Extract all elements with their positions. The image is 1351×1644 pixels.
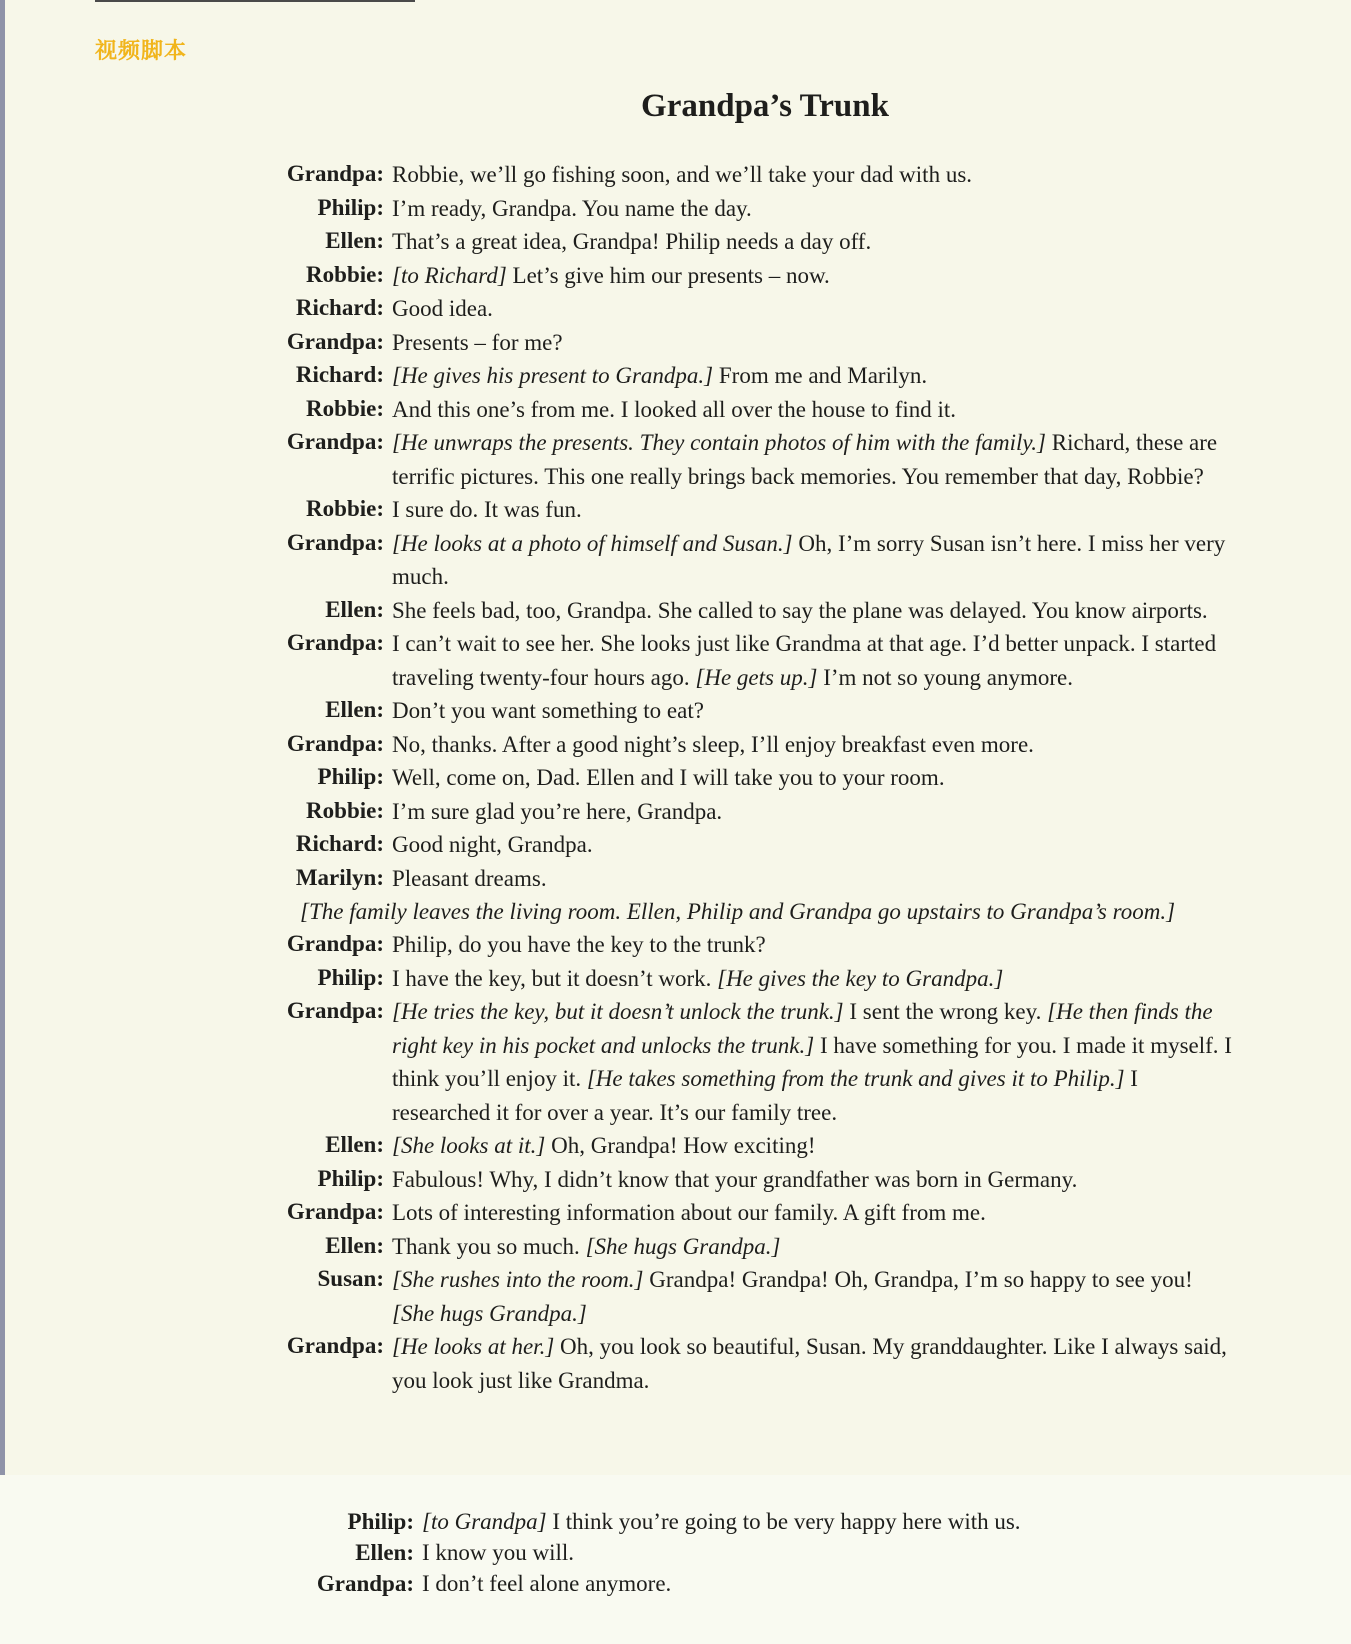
spoken-text: Oh, you look so beautiful, Susan. My granddaughter. Like I always said, you look just like Grandma. — [392, 1334, 1227, 1393]
dialogue-text — [392, 158, 1234, 192]
speaker-name: Susan: — [317, 1266, 384, 1291]
spoken-text: Pleasant dreams. — [392, 865, 547, 891]
dialogue-line — [0, 1163, 1351, 1197]
dialogue-line — [0, 995, 1351, 1129]
dialogue-line — [0, 1129, 1351, 1163]
spoken-text: She feels bad, too, Grandpa. She called to say the plane was delayed. You know airports. — [392, 597, 1208, 623]
dialogue-text — [392, 259, 1234, 293]
spoken-text: I sure do. It was fun. — [392, 497, 582, 522]
speaker-name: Marilyn: — [295, 864, 384, 890]
spoken-text: That’s a great idea, Grandpa! Philip needs a day off. — [392, 229, 872, 254]
spoken-text: No, thanks. After a good night’s sleep, I’ll enjoy breakfast even more. — [392, 731, 1034, 757]
dialogue-line — [0, 393, 1351, 427]
dialogue-text — [392, 326, 1234, 360]
spoken-text: Let’s give him our presents – now. — [506, 262, 830, 288]
speaker-name: Richard: — [295, 362, 384, 387]
dialogue-text — [392, 962, 1234, 996]
script-continuation — [0, 1506, 1351, 1599]
dialogue-text — [392, 1129, 1234, 1163]
dialogue-line — [0, 292, 1351, 326]
speaker-name: Grandpa: — [286, 998, 384, 1023]
dialogue-text — [392, 493, 1234, 527]
dialogue-line — [0, 594, 1351, 628]
stage-direction: [to Grandpa] — [422, 1509, 547, 1534]
spoken-text: Robbie, we’ll go fishing soon, and we’ll take your dad with us. — [392, 162, 973, 187]
stage-direction: [The family leaves the living room. Ellen, Philip and Grandpa go upstairs to Grandpa’s room.] — [300, 899, 1176, 924]
dialogue-text — [392, 862, 1234, 896]
speaker-name: Grandpa: — [286, 730, 384, 756]
speaker-name: Ellen: — [325, 596, 384, 622]
stage-direction: [He takes something from the trunk and gives it to Philip.] — [586, 1066, 1125, 1091]
dialogue-text — [392, 426, 1234, 493]
spoken-text: Well, come on, Dad. Ellen and I will take you to your room. — [392, 765, 945, 790]
dialogue-text — [392, 393, 1234, 427]
dialogue-line — [0, 1230, 1351, 1264]
dialogue-text — [422, 1568, 1282, 1599]
dialogue-text — [392, 1196, 1234, 1230]
dialogue-text — [392, 828, 1234, 862]
section-label: 视频脚本 — [95, 39, 188, 64]
spoken-text: Oh, I’m sorry Susan isn’t here. I miss her very much. — [392, 530, 1226, 589]
spoken-text: Good idea. — [392, 296, 493, 321]
spoken-text: From me and Marilyn. — [713, 363, 928, 388]
stage-direction: [He gives his present to Grandpa.] — [392, 363, 714, 388]
dialogue-text — [392, 1163, 1234, 1197]
dialogue-line — [0, 761, 1351, 795]
dialogue-text — [392, 761, 1234, 795]
speaker-name: Philip: — [317, 194, 384, 220]
dialogue-line — [0, 1568, 1351, 1599]
stage-direction: [He then finds the right key in his pocket and unlocks the trunk.] — [392, 999, 1213, 1058]
speaker-name: Grandpa: — [286, 529, 384, 555]
spoken-text: Richard, these are terrific pictures. This one really brings back memories. You remember that day, Robbie? — [392, 430, 1218, 489]
speaker-name: Ellen: — [325, 1232, 384, 1258]
dialogue-text — [422, 1537, 1282, 1568]
dialogue-line — [0, 259, 1351, 293]
spoken-text: I’m not so young anymore. — [817, 664, 1073, 690]
dialogue-line — [0, 728, 1351, 762]
stage-direction: [She hugs Grandpa.] — [585, 1233, 781, 1259]
dialogue-text — [392, 795, 1234, 829]
speaker-name: Ellen: — [325, 697, 384, 722]
speaker-name: Grandpa: — [286, 328, 384, 354]
speaker-name: Philip: — [347, 1509, 414, 1534]
speaker-name: Grandpa: — [286, 931, 384, 956]
dialogue-text — [392, 1230, 1234, 1264]
dialogue-line — [0, 962, 1351, 996]
spoken-text: And this one’s from me. I looked all over the house to find it. — [392, 396, 957, 422]
dialogue-text — [392, 728, 1234, 762]
dialogue-line — [0, 1537, 1351, 1568]
stage-direction: [She rushes into the room.] — [392, 1267, 644, 1292]
spoken-text: I researched it for over a year. It’s our family tree. — [392, 1066, 1138, 1125]
stage-direction: [He unwraps the presents. They contain photos of him with the family.] — [392, 430, 1046, 455]
dialogue-line — [0, 1330, 1351, 1397]
dialogue-line — [0, 1506, 1351, 1537]
dialogue-line — [0, 527, 1351, 594]
speaker-name: Philip: — [317, 764, 384, 789]
spoken-text: I have something for you. I made it myself. I think you’ll enjoy it. — [392, 1032, 1232, 1091]
speaker-name: Robbie: — [306, 797, 384, 823]
dialogue-line — [0, 225, 1351, 259]
dialogue-line — [0, 426, 1351, 493]
spoken-text: I can’t wait to see her. She looks just like Grandma at that age. I’d better unpack. I started traveling twenty-four hours ago. — [392, 631, 1217, 690]
speaker-name: Grandpa: — [316, 1571, 414, 1596]
spoken-text: Good night, Grandpa. — [392, 832, 593, 857]
spoken-text: Oh, Grandpa! How exciting! — [545, 1133, 816, 1158]
speaker-name: Ellen: — [325, 1132, 384, 1157]
spoken-text: Thank you so much. — [392, 1233, 586, 1259]
top-rule — [95, 0, 415, 2]
speaker-name: Ellen: — [325, 228, 384, 253]
stage-direction: [He looks at a photo of himself and Susan.] — [392, 530, 793, 556]
dialogue-text — [392, 359, 1234, 393]
speaker-name: Ellen: — [355, 1540, 414, 1565]
dialogue-line — [0, 627, 1351, 694]
dialogue-text — [392, 527, 1234, 594]
dialogue-line — [0, 928, 1351, 962]
speaker-name: Philip: — [317, 1165, 384, 1191]
spoken-text: I know you will. — [422, 1540, 575, 1565]
dialogue-line — [0, 192, 1351, 226]
stage-direction: [to Richard] — [392, 262, 507, 288]
spoken-text: I don’t feel alone anymore. — [422, 1571, 672, 1596]
speaker-name: Richard: — [295, 831, 384, 856]
dialogue-text — [392, 192, 1234, 226]
spoken-text: Presents – for me? — [392, 329, 563, 355]
spoken-text: Lots of interesting information about our family. A gift from me. — [392, 1200, 986, 1225]
dialogue-line — [0, 862, 1351, 896]
dialogue-text — [392, 292, 1234, 326]
spoken-text: I have the key, but it doesn’t work. — [392, 965, 718, 991]
speaker-name: Grandpa: — [286, 1333, 384, 1358]
dialogue-text — [392, 694, 1234, 728]
spoken-text: I’m ready, Grandpa. You name the day. — [392, 195, 752, 221]
page-title: Grandpa’s Trunk — [641, 88, 889, 124]
dialogue-text — [392, 1263, 1234, 1330]
speaker-name: Grandpa: — [286, 1199, 384, 1224]
spoken-text: Philip, do you have the key to the trunk? — [392, 932, 766, 957]
speaker-name: Grandpa: — [286, 429, 384, 454]
dialogue-line — [0, 326, 1351, 360]
dialogue-line — [0, 828, 1351, 862]
dialogue-text — [392, 594, 1234, 628]
stage-direction: [She looks at it.] — [392, 1133, 546, 1158]
speaker-name: Robbie: — [306, 496, 384, 521]
dialogue-line — [0, 795, 1351, 829]
stage-direction: [He looks at her.] — [392, 1334, 555, 1359]
dialogue-text — [392, 225, 1234, 259]
dialogue-line — [0, 493, 1351, 527]
dialogue-line — [0, 1196, 1351, 1230]
speaker-name: Grandpa: — [286, 161, 384, 186]
speaker-name: Grandpa: — [286, 630, 384, 655]
speaker-name: Philip: — [317, 964, 384, 990]
dialogue-text — [392, 1330, 1234, 1397]
spoken-text: I sent the wrong key. — [843, 999, 1048, 1024]
spoken-text: Don’t you want something to eat? — [392, 698, 704, 723]
speaker-name: Robbie: — [306, 395, 384, 421]
dialogue-text — [392, 627, 1234, 694]
stage-direction: [She hugs Grandpa.] — [392, 1300, 587, 1326]
speaker-name: Robbie: — [306, 261, 384, 287]
stage-direction: [He gets up.] — [695, 664, 818, 690]
dialogue-text — [392, 928, 1234, 962]
script-body — [0, 158, 1351, 1397]
dialogue-line — [0, 1263, 1351, 1330]
dialogue-text — [392, 995, 1234, 1129]
dialogue-line — [0, 359, 1351, 393]
spoken-text: I think you’re going to be very happy here with us. — [546, 1509, 1021, 1534]
stage-direction: [He tries the key, but it doesn’t unlock the trunk.] — [392, 999, 844, 1024]
dialogue-line — [0, 158, 1351, 192]
spoken-text: Fabulous! Why, I didn’t know that your grandfather was born in Germany. — [392, 1166, 1078, 1192]
spoken-text: I’m sure glad you’re here, Grandpa. — [392, 798, 723, 824]
stage-direction: [He gives the key to Grandpa.] — [717, 965, 1004, 991]
dialogue-line — [0, 694, 1351, 728]
spoken-text: Grandpa! Grandpa! Oh, Grandpa, I’m so happy to see you! — [643, 1267, 1193, 1292]
dialogue-text — [422, 1506, 1282, 1537]
speaker-name: Richard: — [295, 295, 384, 320]
